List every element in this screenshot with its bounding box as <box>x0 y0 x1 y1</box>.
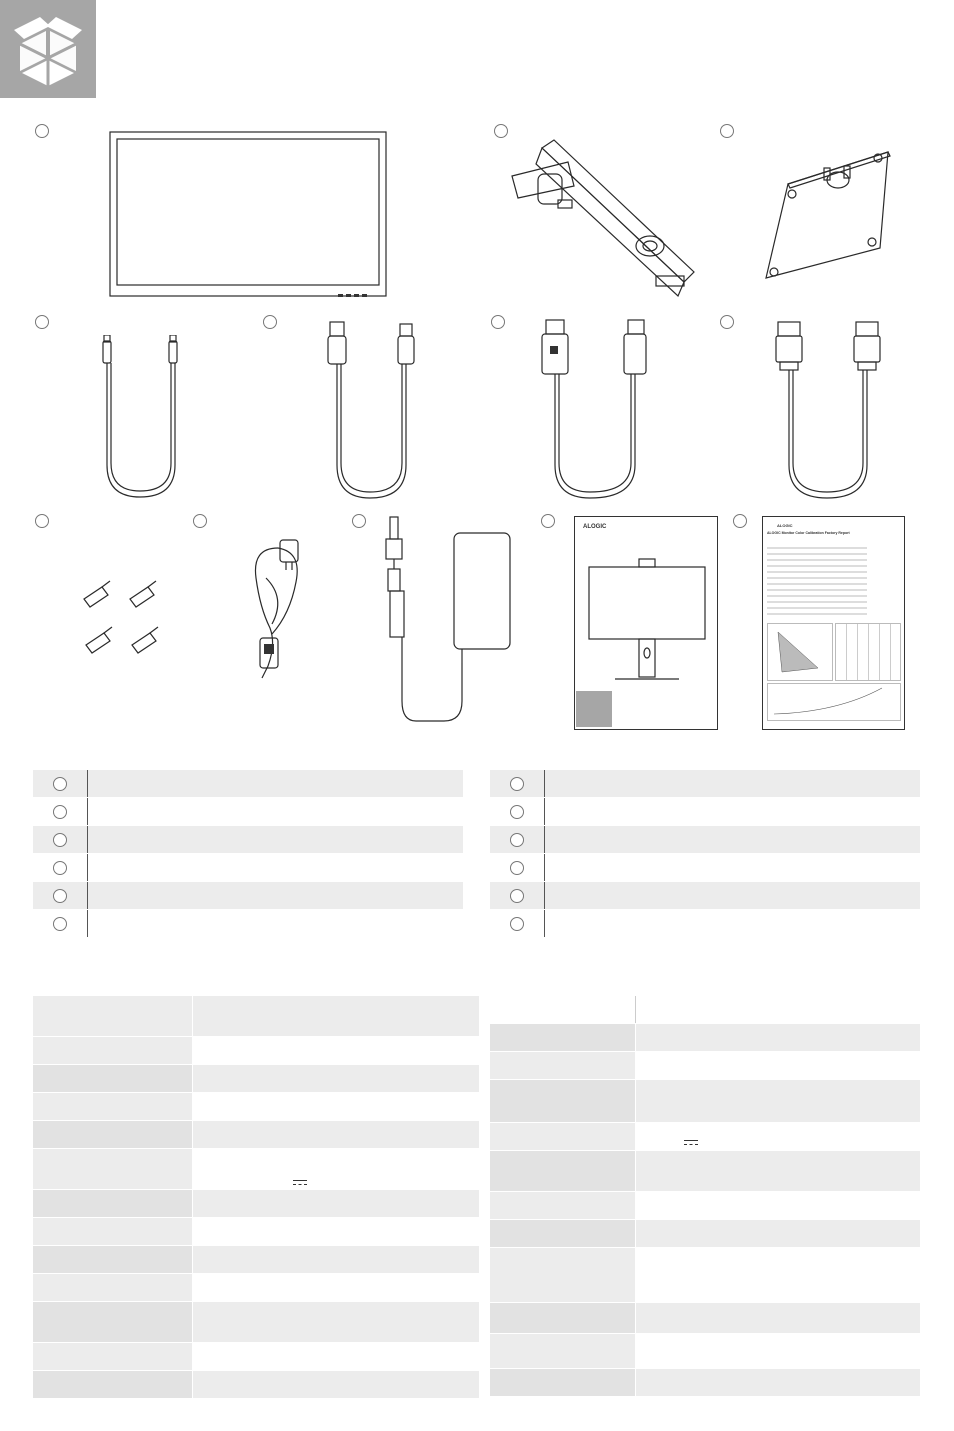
table-row <box>490 1248 920 1303</box>
table-row <box>490 1192 920 1220</box>
list-number-8 <box>510 805 524 819</box>
list-number-11 <box>510 889 524 903</box>
dc-symbol-icon <box>293 1180 307 1187</box>
table-row <box>490 1080 920 1123</box>
displayport-to-hdmi-cable-icon <box>540 318 650 503</box>
item-number-5 <box>263 315 277 329</box>
table-row <box>33 1343 479 1371</box>
table-row <box>490 1369 920 1397</box>
item-number-6 <box>491 315 505 329</box>
table-row <box>490 1220 920 1248</box>
item-number-2 <box>494 124 508 138</box>
item-number-12 <box>733 514 747 528</box>
item-number-7 <box>720 315 734 329</box>
table-row <box>490 1303 920 1334</box>
report-title: ALOGIC Monitor Color Calibration Factory Report <box>767 531 850 535</box>
calibration-report-icon <box>762 516 905 730</box>
list-item <box>490 854 920 882</box>
spec-table-left <box>33 996 479 1399</box>
report-summary-table <box>767 547 867 619</box>
stand-arm-icon <box>508 136 698 301</box>
table-row <box>33 1149 479 1190</box>
report-gamma-chart <box>767 683 901 721</box>
list-number-1 <box>53 777 67 791</box>
list-item <box>33 882 463 910</box>
hdmi-cable-icon <box>772 320 882 503</box>
list-number-6 <box>53 917 67 931</box>
guide-monitor-drawing <box>585 555 709 685</box>
list-item <box>33 910 463 938</box>
table-row <box>33 1093 479 1121</box>
list-item <box>490 826 920 854</box>
list-number-7 <box>510 777 524 791</box>
item-number-10 <box>352 514 366 528</box>
item-number-3 <box>720 124 734 138</box>
spec-table-right <box>490 996 920 1397</box>
open-box-icon <box>0 0 96 98</box>
item-number-9 <box>193 514 207 528</box>
table-row <box>490 1151 920 1192</box>
table-row <box>33 1246 479 1274</box>
table-row <box>33 1218 479 1246</box>
standoff-screws-icon <box>80 575 170 655</box>
item-number-4 <box>35 315 49 329</box>
contents-list-right <box>490 770 920 938</box>
table-row <box>33 1371 479 1399</box>
table-row <box>490 1123 920 1151</box>
stand-base-icon <box>760 148 895 283</box>
list-item <box>490 910 920 938</box>
list-item <box>490 798 920 826</box>
table-row <box>490 996 920 1024</box>
list-number-2 <box>53 805 67 819</box>
table-row <box>33 1274 479 1302</box>
quick-start-guide-icon <box>574 516 718 730</box>
report-brand: ALOGIC <box>777 523 793 528</box>
list-item <box>33 826 463 854</box>
item-number-11 <box>541 514 555 528</box>
list-item <box>33 854 463 882</box>
dc-symbol-icon <box>684 1140 698 1147</box>
table-row <box>33 1121 479 1149</box>
table-row <box>33 996 479 1037</box>
table-row <box>490 1334 920 1369</box>
list-number-3 <box>53 833 67 847</box>
table-row <box>490 1024 920 1052</box>
monitor-panel-icon <box>108 130 388 300</box>
list-number-4 <box>53 861 67 875</box>
guide-brand: ALOGIC <box>583 524 607 530</box>
usb-c-cable-icon <box>95 335 195 503</box>
table-row <box>33 1302 479 1343</box>
item-number-8 <box>35 514 49 528</box>
contents-list-left <box>33 770 463 938</box>
list-item <box>490 770 920 798</box>
table-row <box>33 1190 479 1218</box>
package-contents-badge <box>0 0 96 98</box>
table-row <box>490 1052 920 1080</box>
power-adapter-icon <box>380 515 520 727</box>
guide-badge <box>576 691 612 727</box>
table-row <box>33 1065 479 1093</box>
list-number-10 <box>510 861 524 875</box>
table-row <box>33 1037 479 1065</box>
list-number-5 <box>53 889 67 903</box>
report-gamut-chart <box>767 623 833 681</box>
list-number-9 <box>510 833 524 847</box>
list-number-12 <box>510 917 524 931</box>
list-item <box>33 770 463 798</box>
usb-a-to-b-cable-icon <box>318 320 418 503</box>
item-number-1 <box>35 124 49 138</box>
report-deltae-chart <box>835 623 901 681</box>
list-item <box>490 882 920 910</box>
list-item <box>33 798 463 826</box>
power-cord-icon <box>242 538 314 688</box>
